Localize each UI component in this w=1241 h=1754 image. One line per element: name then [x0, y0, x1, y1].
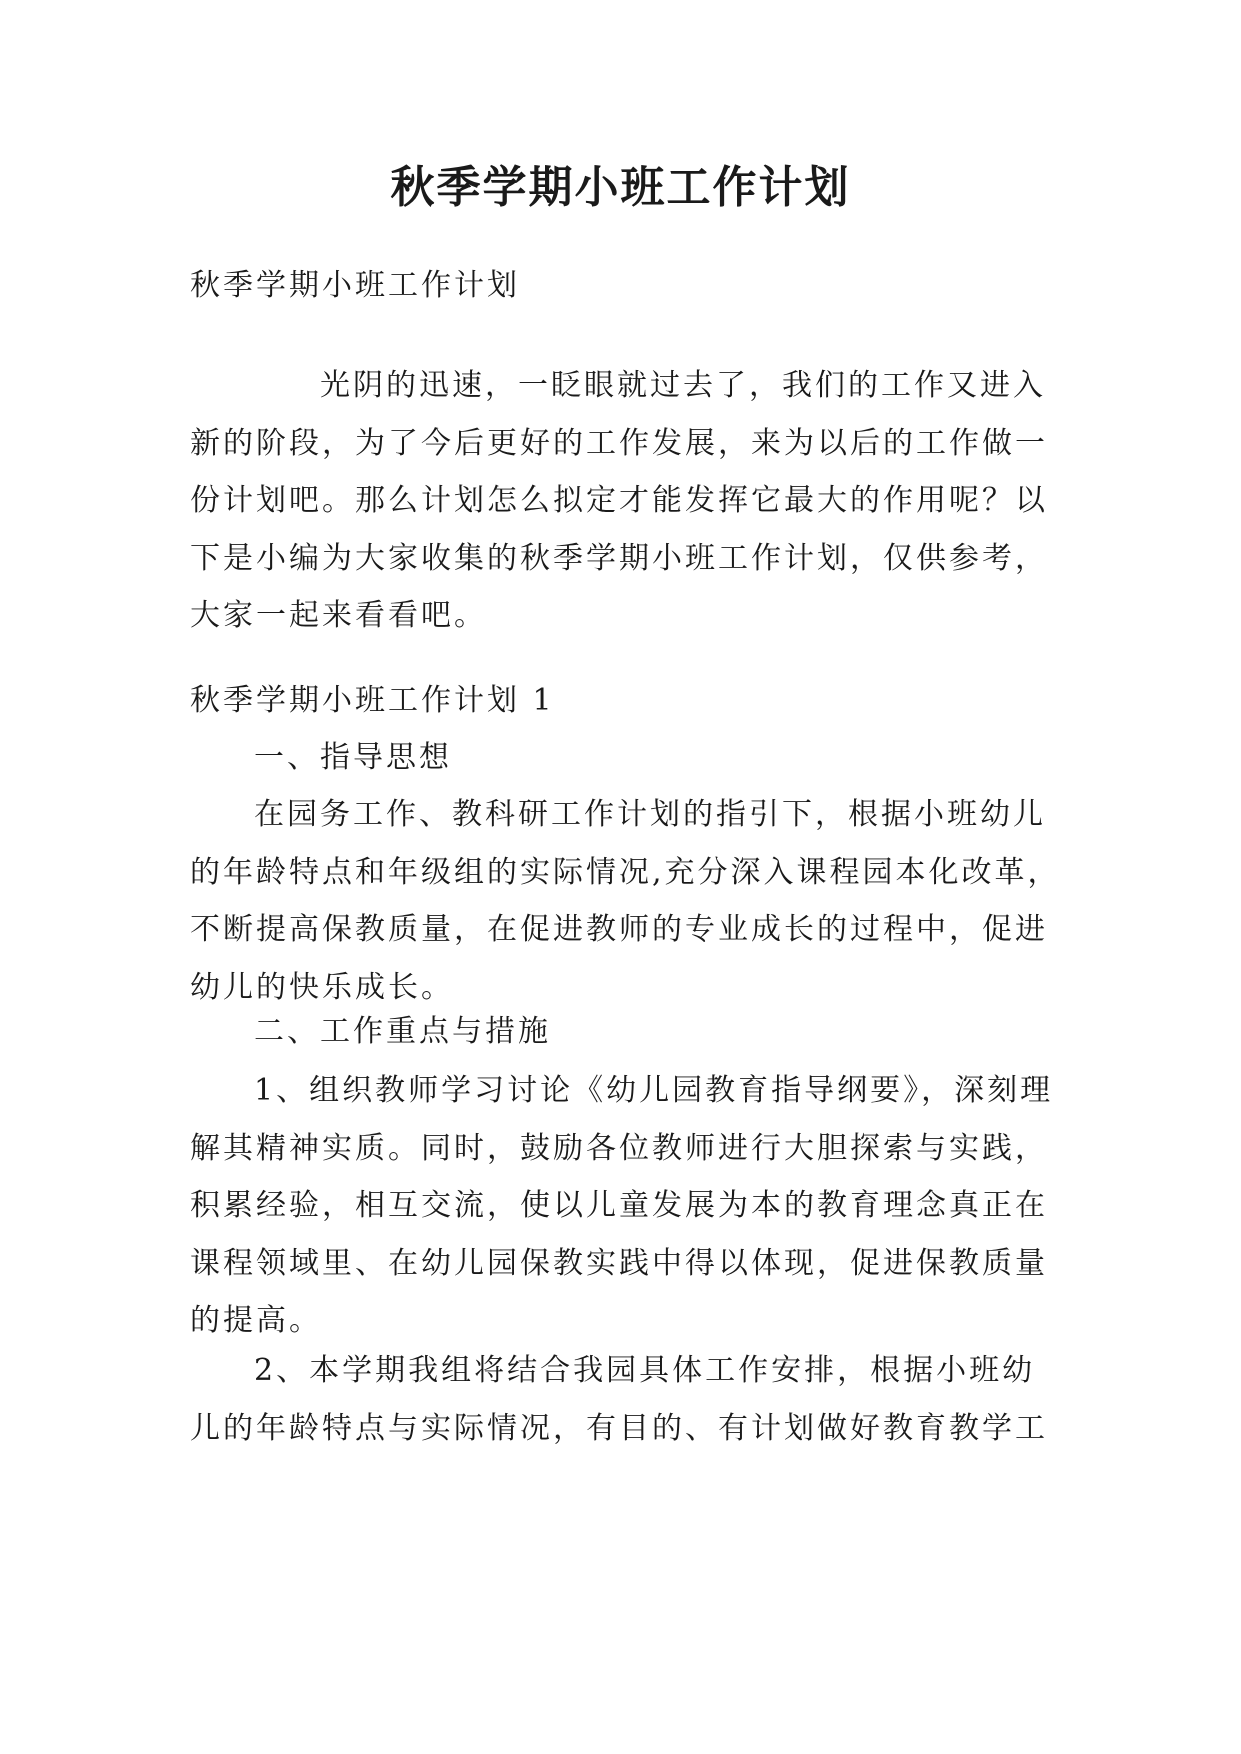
- paragraph-line: 幼儿的快乐成长。: [190, 969, 454, 1005]
- intro-line: 大家一起来看看吧。: [190, 598, 487, 633]
- paragraph-line: 课程领域里、在幼儿园保教实践中得以体现，促进保教质量: [190, 1245, 1048, 1281]
- paragraph-line: 解其精神实质。同时，鼓励各位教师进行大胆探索与实践，: [190, 1130, 1048, 1166]
- intro-line: 下是小编为大家收集的秋季学期小班工作计划，仅供参考，: [190, 540, 1048, 576]
- paragraph-item-2: [190, 1342, 1062, 1457]
- intro-line: 份计划吧。那么计划怎么拟定才能发挥它最大的作用呢？以: [190, 483, 1048, 518]
- intro-line: 新的阶段，为了今后更好的工作发展，来为以后的工作做一: [190, 425, 1048, 461]
- paragraph-line: 不断提高保教质量，在促进教师的专业成长的过程中，促进: [190, 912, 1048, 947]
- paragraph-line: 在园务工作、教科研工作计划的指引下，根据小班幼儿: [254, 797, 1046, 832]
- heading-guiding-thought: 一、指导思想: [254, 740, 452, 775]
- paragraph-guiding-thought: [190, 786, 1062, 1016]
- heading-focus-measures: 二、工作重点与措施: [254, 1014, 551, 1049]
- intro-paragraph: [190, 357, 1062, 645]
- paragraph-line: 1、组织教师学习讨论《幼儿园教育指导纲要》，深刻理: [254, 1073, 1054, 1108]
- paragraph-item-1: [190, 1062, 1062, 1350]
- document-title: 秋季学期小班工作计划: [390, 162, 851, 213]
- intro-line: 光阴的迅速，一眨眼就过去了，我们的工作又进入: [320, 368, 1046, 403]
- paragraph-line: 儿的年龄特点与实际情况，有目的、有计划做好教育教学工: [190, 1410, 1048, 1446]
- paragraph-line: 积累经验，相互交流，使以儿童发展为本的教育理念真正在: [190, 1188, 1048, 1223]
- paragraph-line: 2、本学期我组将结合我园具体工作安排，根据小班幼: [254, 1353, 1036, 1388]
- section-title: 秋季学期小班工作计划 1: [190, 683, 555, 718]
- document-subtitle: 秋季学期小班工作计划: [190, 268, 520, 303]
- paragraph-line: 的提高。: [190, 1303, 322, 1338]
- paragraph-line: 的年龄特点和年级组的实际情况,充分深入课程园本化改革，: [190, 854, 1061, 890]
